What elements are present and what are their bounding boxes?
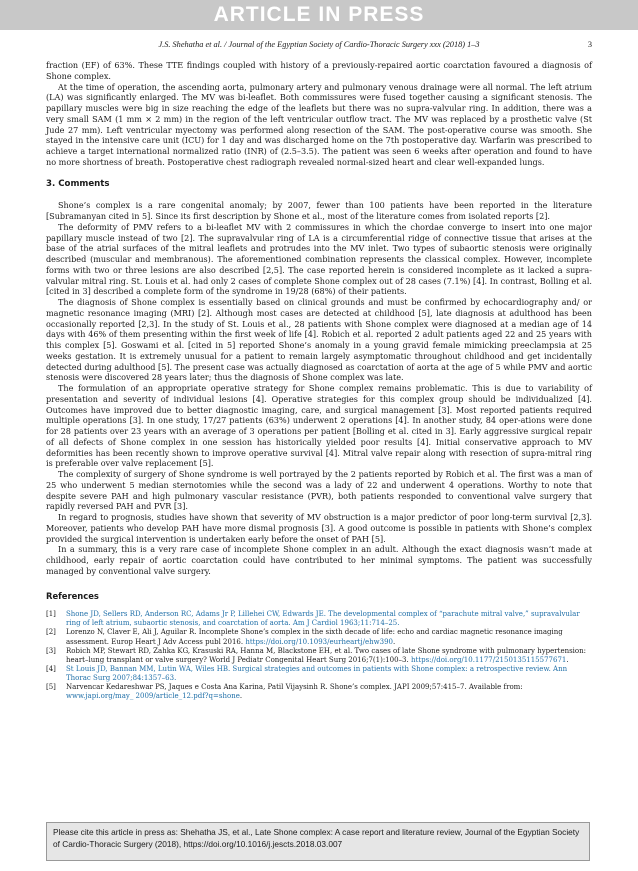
doi-link[interactable]: https://doi.org/10.1093/eurheartj/ehw390 — [245, 637, 394, 646]
reference-item — [46, 647, 592, 665]
reference-number: [1] — [46, 610, 56, 619]
paragraph: The deformity of PMV refers to a bi-leaflet MV with 2 commissures in which the chordae converge to insert into one major papillary muscle instead of two [2]. The supravalvular ring of LA is a circumferential ridge of connective tissue that arises at the base of the atrial surfaces of the mitral leaflets and protrudes into the MV inlet. Two types of subaortic stenosis were originally described (muscular and membranous). The aforementioned combination represents the classical complex. However, incomplete forms with two or three lesions are also described [2,5]. The case reported herein is considered incomplete as it lacked a supra-valvular mitral ring. St. Louis et al. had only 2 cases of complete Shone complex out of 28 cases (7.1%) [4]. In contrast, Bolling et al. [cited in 3] described a complete form of the syndrome in 19/28 (68%) of their patients. — [46, 221, 592, 297]
article-body — [46, 60, 592, 701]
paragraph: The formulation of an appropriate operative strategy for Shone complex remains problematic. This is due to variability of presentation and severity of individual lesions [4]. Operative strategies for this complex group should be individualized [4]. Outcomes have improved due to better diagnostic imaging, care, and surgical management [3]. Most reported patients required multiple operations [3]. In one study, 17/27 patients (63%) underwent 2 operations [4]. In another study, 84 oper-ations were done for 28 patients over 23 years with an average of 3 operations per patient [Bolling et al. cited in 3]. Early aggressive surgical repair of all defects of Shone complex in one session has historically yielded poor results [4]. Initial conservative approach to MV deformities has been recently shown to improve operative survival [4]. Mitral valve repair along with resection of supra-mitral ring is preferable over valve replacement [5]. — [46, 383, 592, 469]
paragraph: fraction (EF) of 63%. These TTE findings coupled with history of a previously-repaired aortic coarctation favoured a diagnosis of Shone complex. — [46, 60, 592, 81]
paragraph: The complexity of surgery of Shone syndrome is well portrayed by the 2 patients reported by Robich et al. The first was a man of 25 who underwent 5 median sternotomies while the second was a lady of 22 and underwent 4 operations. Worthy to note that despite severe PAH and high pulmonary vascular resistance (PVR), both patients responded to conventional valve surgery that rapidly reversed PAH and PVR [3]. — [46, 469, 592, 512]
reference-link[interactable]: St Louis JD, Bannan MM, Lutin WA, Wiles HB. Surgical strategies and outcomes in patients with Shone complex: a retrospective review. Ann Thorac Surg 2007;84:1357–63. — [66, 664, 568, 682]
reference-link[interactable]: Shone JD, Sellers RD, Anderson RC, Adams Jr P, Lillehei CW, Edwards JE. The developmental complex of “parachute mitral valve,” supravalvular ring of left atrium, subaortic stenosis, and coarctation of aorta. Am J Cardiol 1963;11:714–25. — [66, 610, 580, 628]
reference-item — [46, 628, 592, 646]
reference-text: Narvencar Kedareshwar PS, Jaques e Costa Ana Karina, Patil Vijaysinh R. Shone’s complex. JAPI 2009;57:415–7. Available from: www.japi.org/may_ 2009/article_12.pdf?q=shone. — [66, 683, 523, 701]
paragraph: The diagnosis of Shone complex is essentially based on clinical grounds and must be confirmed by echocardiography and/ or magnetic resonance imaging (MRI) [2]. Although most cases are detected at childhood [5], late diagnosis at adulthood has been occasionally reported [2,3]. In the study of St. Louis et al., 28 patients with Shone complex were diagnosed at a median age of 14 days with 46% of them presenting within the first week of life [4]. Robich et al. reported 2 adult patients aged 22 and 25 years with this complex [5]. Goswami et al. [cited in 5] reported Shone’s anomaly in a young gravid female mimicking preeclampsia at 25 weeks gestation. It is extremely unusual for a patient to remain largely asymptomatic throughout childhood and get incidentally detected during adulthood [5]. The present case was actually diagnosed as coarctation of aorta at the age of 5 while PMV and aortic stenosis were discovered 28 years later; thus the diagnosis of Shone complex was late. — [46, 297, 592, 383]
doi-link[interactable]: https://doi.org/10.1177/2150135115577671 — [410, 655, 567, 664]
references-list — [46, 610, 592, 701]
reference-text: Robich MP, Stewart RD, Zahka KG, Krasuski RA, Hanna M, Blackstone EH, et al. Two cases of late Shone syndrome with pulmonary hypertension: heart–lung transplant or valve surgery? World J Pediatr Congenital Heart Surg 2016;7(1):100–3. https://doi.org/10.1177/2150135115577671. — [66, 646, 587, 664]
reference-item — [46, 683, 592, 701]
paragraph: In regard to prognosis, studies have shown that severity of MV obstruction is a major predictor of poor long-term survival [2,3]. Moreover, patients who develop PAH have more dismal prognosis [3]. A good outcome is possible in patients with Shone’s complex provided the surgical intervention is undertaken early before the onset of PAH [5]. — [46, 512, 592, 544]
reference-number: [5] — [46, 683, 56, 691]
page-number: 3 — [587, 40, 592, 49]
paragraph: Shone’s complex is a rare congenital anomaly; by 2007, fewer than 100 patients have been reported in the literature [Subramanyan cited in 5]. Since its first description by Shone et al., most of the literature comes from isolated reports [2]. — [46, 200, 592, 221]
url-link[interactable]: www.japi.org/may_ 2009/article_12.pdf?q=shone — [66, 692, 240, 701]
reference-number: [4] — [46, 664, 56, 673]
article-in-press-banner: ARTICLE IN PRESS — [0, 0, 638, 30]
running-head: J.S. Shehatha et al. / Journal of the Egyptian Society of Cardio-Thoracic Surgery xxx (2018) 1–3 — [158, 40, 480, 49]
reference-number: [3] — [46, 646, 56, 655]
section-title: 3. Comments — [46, 178, 110, 189]
paragraph: At the time of operation, the ascending aorta, pulmonary artery and pulmonary venous drainage were all normal. The left atrium (LA) was significantly enlarged. The MV was bi-leaflet. Both commissures were fused together causing a significant stenosis. The papillary muscles were big in size reaching the edge of the leaflets but there was no supra-valvular ring. In addition, there was a very small SAM (1 mm × 2 mm) in the region of the left ventricular outflow tract. The MV was replaced by a prosthetic valve (St Jude 27 mm). Left ventricular myectomy was performed along resection of the SAM. The post-operative course was smooth. She stayed in the intensive care unit (ICU) for 1 day and was discharged home on the 7th postoperative day. Warfarin was prescribed to achieve a target international normalized ratio (INR) of (2.5–3.5). The patient was seen 6 weeks after operation and found to have no more shortness of breath. Postoperative chest radiograph revealed normal-sized heart and clear well-expanded lungs. — [46, 81, 592, 167]
reference-item — [46, 665, 592, 683]
reference-number: [2] — [46, 628, 56, 637]
reference-text: Lorenzo N, Claver E, Ali J, Aguilar R. Incomplete Shone’s complex in the sixth decade of life: echo and cardiac magnetic resonance imaging assessment. Europ Heart J Adv Access publ 2016. https://doi.org/10.1093/eurheartj/ehw390. — [66, 628, 563, 646]
reference-item — [46, 610, 592, 628]
citation-box: Please cite this article in press as: Shehatha JS, et al., Late Shone complex: A case report and literature review, Journal of the Egyptian Society of Cardio-Thoracic Surgery (2018), https://doi.org/10.1016/j.jescts.2018.03.007 — [46, 822, 590, 861]
paragraph: In a summary, this is a very rare case of incomplete Shone complex in an adult. Although the exact diagnosis wasn’t made at childhood, early repair of aortic coarctation could have contributed to her minimal symptoms. The patient was successfully managed by conventional valve surgery. — [46, 544, 592, 576]
references-title: References — [46, 590, 99, 601]
